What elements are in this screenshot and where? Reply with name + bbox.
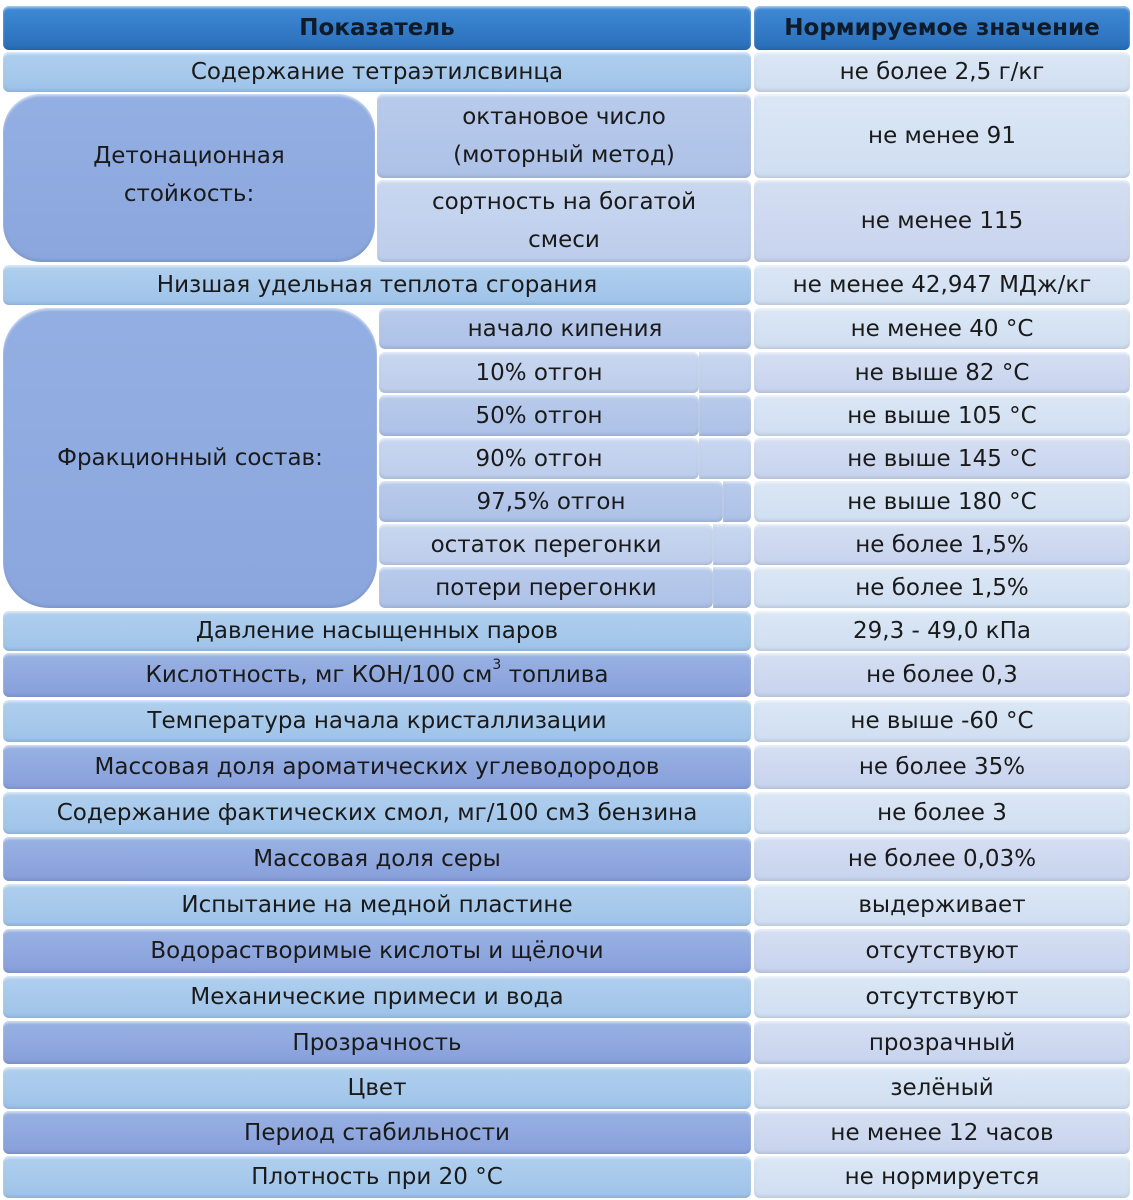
value-cell-stability-period: не менее 12 часов (754, 1111, 1130, 1154)
sub-param-cell-residue: остаток перегонки (379, 524, 713, 565)
value-cell-crystallization-temp: не выше -60 °С (754, 700, 1130, 742)
param-cell-actual-gums: Содержание фактических смол, мг/100 см3 бензина (3, 792, 751, 834)
value-cell-50-percent: не выше 105 °С (754, 395, 1130, 436)
sub-param-cell-losses: потери перегонки (379, 567, 713, 608)
sub-param-cell-50-percent-filler (699, 395, 751, 436)
value-cell-heat-of-combustion: не менее 42,947 МДж/кг (754, 265, 1130, 305)
param-cell-tetraethyl-lead: Содержание тетраэтилсвинца (3, 52, 751, 92)
value-cell-residue: не более 1,5% (754, 524, 1130, 565)
value-cell-90-percent: не выше 145 °С (754, 438, 1130, 479)
value-cell-initial-boiling: не менее 40 °С (754, 308, 1130, 349)
param-cell-transparency: Прозрачность (3, 1021, 751, 1064)
sub-param-cell-50-percent: 50% отгон (379, 395, 699, 436)
sub-param-cell-10-percent-filler (699, 352, 751, 393)
group-label-detonation (3, 94, 375, 262)
sub-param-cell-97-5-percent-filler (723, 481, 751, 522)
param-cell-sulfur-fraction: Массовая доля серы (3, 837, 751, 881)
sub-param-cell-octane (377, 94, 751, 178)
value-cell-aromatic-fraction: не более 35% (754, 745, 1130, 789)
param-cell-acidity (3, 653, 751, 697)
value-cell-copper-strip: выдерживает (754, 884, 1130, 926)
param-cell-density: Плотность при 20 °С (3, 1156, 751, 1198)
value-cell-97-5-percent: не выше 180 °С (754, 481, 1130, 522)
sub-param-cell-residue-filler (713, 524, 751, 565)
value-cell-water-soluble-acids: отсутствуют (754, 929, 1130, 973)
param-cell-mechanical-impurities: Механические примеси и вода (3, 976, 751, 1018)
value-cell-transparency: прозрачный (754, 1021, 1130, 1064)
value-cell-losses: не более 1,5% (754, 567, 1130, 608)
value-cell-acidity: не более 0,3 (754, 653, 1130, 697)
header-value-cell: Нормируемое значение (754, 6, 1130, 50)
value-cell-10-percent: не выше 82 °С (754, 352, 1130, 393)
param-cell-color: Цвет (3, 1067, 751, 1109)
sub-param-cell-rich-mixture (377, 180, 751, 262)
param-acidity-text: Кислотность, мг КОН/100 $см^3$ топлива (145, 657, 609, 688)
value-cell-color: зелёный (754, 1067, 1130, 1109)
sub-param-cell-10-percent: 10% отгон (379, 352, 699, 393)
sub-param-cell-losses-filler (713, 567, 751, 608)
param-cell-water-soluble-acids: Водорастворимые кислоты и щёлочи (3, 929, 751, 973)
param-cell-crystallization-temp: Температура начала кристаллизации (3, 700, 751, 742)
param-cell-stability-period: Период стабильности (3, 1111, 751, 1154)
param-cell-aromatic-fraction: Массовая доля ароматических углеводородов (3, 745, 751, 789)
value-cell-tetraethyl-lead: не более 2,5 г/кг (754, 52, 1130, 92)
value-cell-rich-mixture: не менее 115 (754, 180, 1130, 262)
value-cell-sulfur-fraction: не более 0,03% (754, 837, 1130, 881)
param-cell-copper-strip: Испытание на медной пластине (3, 884, 751, 926)
group-label-detonation-line1: Детонационная (93, 143, 285, 169)
header-param-cell: Показатель (3, 6, 751, 50)
param-cell-vapor-pressure: Давление насыщенных паров (3, 611, 751, 651)
param-cell-heat-of-combustion: Низшая удельная теплота сгорания (3, 265, 751, 305)
sub-param-rich-line1: сортность на богатой (431, 189, 697, 215)
value-cell-octane: не менее 91 (754, 94, 1130, 178)
value-cell-vapor-pressure: 29,3 - 49,0 кПа (754, 611, 1130, 651)
value-cell-actual-gums: не более 3 (754, 792, 1130, 834)
group-label-fractional: Фракционный состав: (3, 308, 377, 608)
sub-param-octane-line1: октановое число (462, 104, 666, 130)
value-cell-density: не нормируется (754, 1156, 1130, 1198)
sub-param-cell-90-percent: 90% отгон (379, 438, 699, 479)
sub-param-cell-90-percent-filler (699, 438, 751, 479)
sub-param-cell-97-5-percent: 97,5% отгон (379, 481, 723, 522)
sub-param-rich-line2: смеси (528, 227, 600, 253)
value-cell-mechanical-impurities: отсутствуют (754, 976, 1130, 1018)
group-label-detonation-line2: стойкость: (123, 181, 255, 207)
sub-param-cell-initial-boiling: начало кипения (379, 308, 751, 349)
sub-param-octane-line2: (моторный метод) (453, 142, 675, 168)
